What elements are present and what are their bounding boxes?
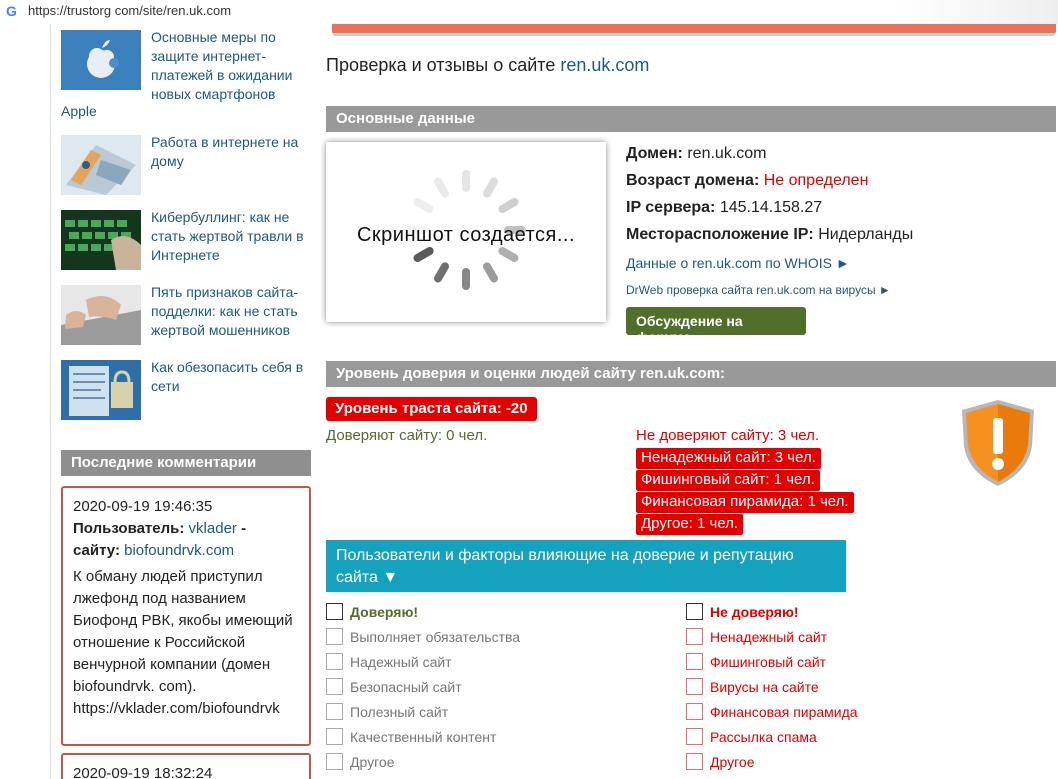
checkbox-label: Вирусы на сайте [710,679,819,695]
trust-checkbox[interactable] [326,754,394,772]
distrust-reason: Другое: 1 чел. [636,514,743,535]
comment-user-link[interactable]: vklader [188,520,237,537]
google-icon: G [6,3,17,19]
ip-value: 145.14.158.27 [719,199,823,216]
sidebar-article[interactable] [61,285,311,345]
trust-checkbox[interactable] [326,679,462,697]
trust-yes-count: Доверяют сайту: 0 чел. [326,427,488,444]
checkbox-label: Качественный контент [350,729,497,745]
comment-text: К обману людей приступил лжефонд под названием Биофонд РВК, якобы имеющий отношение к Российской венчурной компании (домен biofoundrvk. com). https://vklader.com/biofoundrvk [73,568,293,717]
sidebar-article[interactable] [61,360,311,420]
trust-no-count: Не доверяют сайту: 3 чел. [636,427,820,444]
checkbox-icon[interactable] [686,753,703,770]
screenshot-status: Скриншот создается... [356,224,576,246]
distrust-reason: Финансовая пирамида: 1 чел. [636,492,854,513]
checkbox-icon[interactable] [686,628,703,645]
checkbox-icon[interactable] [326,703,343,720]
apple-logo-icon[interactable] [61,30,141,90]
distrust-checkbox[interactable] [686,729,817,747]
domain-age-value: Не определен [763,172,869,189]
domain-row [626,145,766,163]
trust-level-badge: Уровень траста сайта: -20 [326,397,537,421]
basic-data-heading: Основные данные [326,106,1056,132]
checkbox-icon[interactable] [326,603,343,620]
article-title-extra[interactable]: Apple [61,103,97,119]
site-screenshot [326,142,606,322]
trust-checkbox[interactable] [326,629,520,647]
sidebar-article[interactable] [61,135,311,195]
domain-age-label: Возраст домена: [626,172,760,189]
article-title[interactable]: Как обезопасить себя в сети [151,359,304,394]
trust-checkbox[interactable] [326,654,452,672]
comment-date: 2020-09-19 18:32:24 [73,765,213,779]
trust-heading: Уровень доверия и оценки людей сайту ren.uk.com: [326,361,1056,387]
checkbox-label: Надежный сайт [350,654,452,670]
article-title[interactable]: Пять признаков сайта-подделки: как не стать жертвой мошенников [151,284,299,338]
laptop-work-icon[interactable] [61,135,141,195]
checkbox-label: Рассылка спама [710,729,817,745]
domain-value: ren.uk.com [687,145,767,162]
article-title[interactable]: Кибербуллинг: как не стать жертвой травли в Интернете [151,209,304,263]
comment-card [61,753,311,779]
comment-card [61,486,311,746]
page-title-site[interactable]: ren.uk.com [560,55,650,75]
location-value: Нидерланды [818,226,914,243]
checkbox-icon[interactable] [686,653,703,670]
typing-hands-icon[interactable] [61,285,141,345]
checkbox-icon[interactable] [686,603,703,620]
article-title[interactable]: Работа в интернете на дому [151,134,299,169]
checkbox-label: Выполняет обязательства [350,629,521,645]
checkbox-icon[interactable] [326,678,343,695]
distrust-checkbox[interactable] [686,704,858,722]
url-text[interactable]: https://trustorg com/site/ren.uk.com [28,3,232,18]
checkbox-label: Не доверяю! [710,604,799,620]
sidebar-article[interactable] [61,29,311,102]
ip-label: IP сервера: [626,199,716,216]
address-bar[interactable] [0,0,1058,24]
secure-document-icon[interactable] [61,360,141,420]
distrust-checkbox[interactable] [686,754,754,772]
forum-discussion-button[interactable]: Обсуждение на форуме [626,307,806,335]
location-row [626,226,913,244]
checkbox-label: Безопасный сайт [350,679,462,695]
checkbox-label: Фишинговый сайт [710,654,827,670]
loading-spinner-icon [406,152,526,292]
checkbox-icon[interactable] [326,628,343,645]
domain-label: Домен: [626,145,683,162]
checkbox-icon[interactable] [326,753,343,770]
comment-user-line [73,518,299,540]
comment-date: 2020-09-19 19:46:35 [73,498,213,515]
trust-checkbox[interactable] [326,729,496,747]
distrust-checkbox[interactable] [686,654,826,672]
checkbox-label: Ненадежный сайт [710,629,828,645]
sidebar-article[interactable] [61,210,311,270]
toolbar-fade [898,0,1058,24]
checkbox-label: Другое [350,754,395,770]
distrust-reason: Ненадежный сайт: 3 чел. [636,448,821,469]
checkbox-label: Полезный сайт [350,704,449,720]
trust-checkbox[interactable] [326,704,448,722]
article-title[interactable]: Основные меры по защите интернет-платежей в ожидании новых смартфонов [151,29,293,102]
drweb-link[interactable]: DrWeb проверка сайта ren.uk.com на вирусы ► [626,283,891,297]
distrust-checkbox[interactable] [686,679,819,697]
checkbox-label: Другое [710,754,755,770]
top-bar [332,24,1056,36]
checkbox-icon[interactable] [686,678,703,695]
page-title-prefix: Проверка и отзывы о сайте [326,55,556,75]
whois-link[interactable]: Данные о ren.uk.com по WHOIS ► [626,255,850,271]
recent-comments-heading: Последние комментарии [61,450,311,476]
distrust-checkbox[interactable] [686,629,827,647]
checkbox-icon[interactable] [326,653,343,670]
checkbox-label: Доверяю! [350,604,419,620]
warning-shield-icon [958,398,1038,488]
distrust-reason: Фишинговый сайт: 1 чел. [636,470,820,491]
checkbox-label: Финансовая пирамида [710,704,858,720]
comment-site-link[interactable]: biofoundrvk.com [124,542,235,559]
checkbox-icon[interactable] [686,728,703,745]
domain-age-row [626,172,868,190]
trust-checkbox[interactable] [326,604,418,622]
checkbox-icon[interactable] [686,703,703,720]
location-label: Месторасположение IP: [626,226,814,243]
page-title [326,55,649,76]
comment-site-line [73,540,299,562]
site-label: сайту: [73,542,120,559]
user-label: Пользователь: [73,520,185,537]
keyboard-green-icon[interactable] [61,210,141,270]
divider [50,24,51,779]
checkbox-icon[interactable] [326,728,343,745]
distrust-checkbox[interactable] [686,604,799,622]
dash: - [241,520,247,537]
ip-row [626,199,822,217]
factors-toggle-button[interactable]: Пользователи и факторы влияющие на доверие и репутацию сайта ▼ [326,540,846,592]
